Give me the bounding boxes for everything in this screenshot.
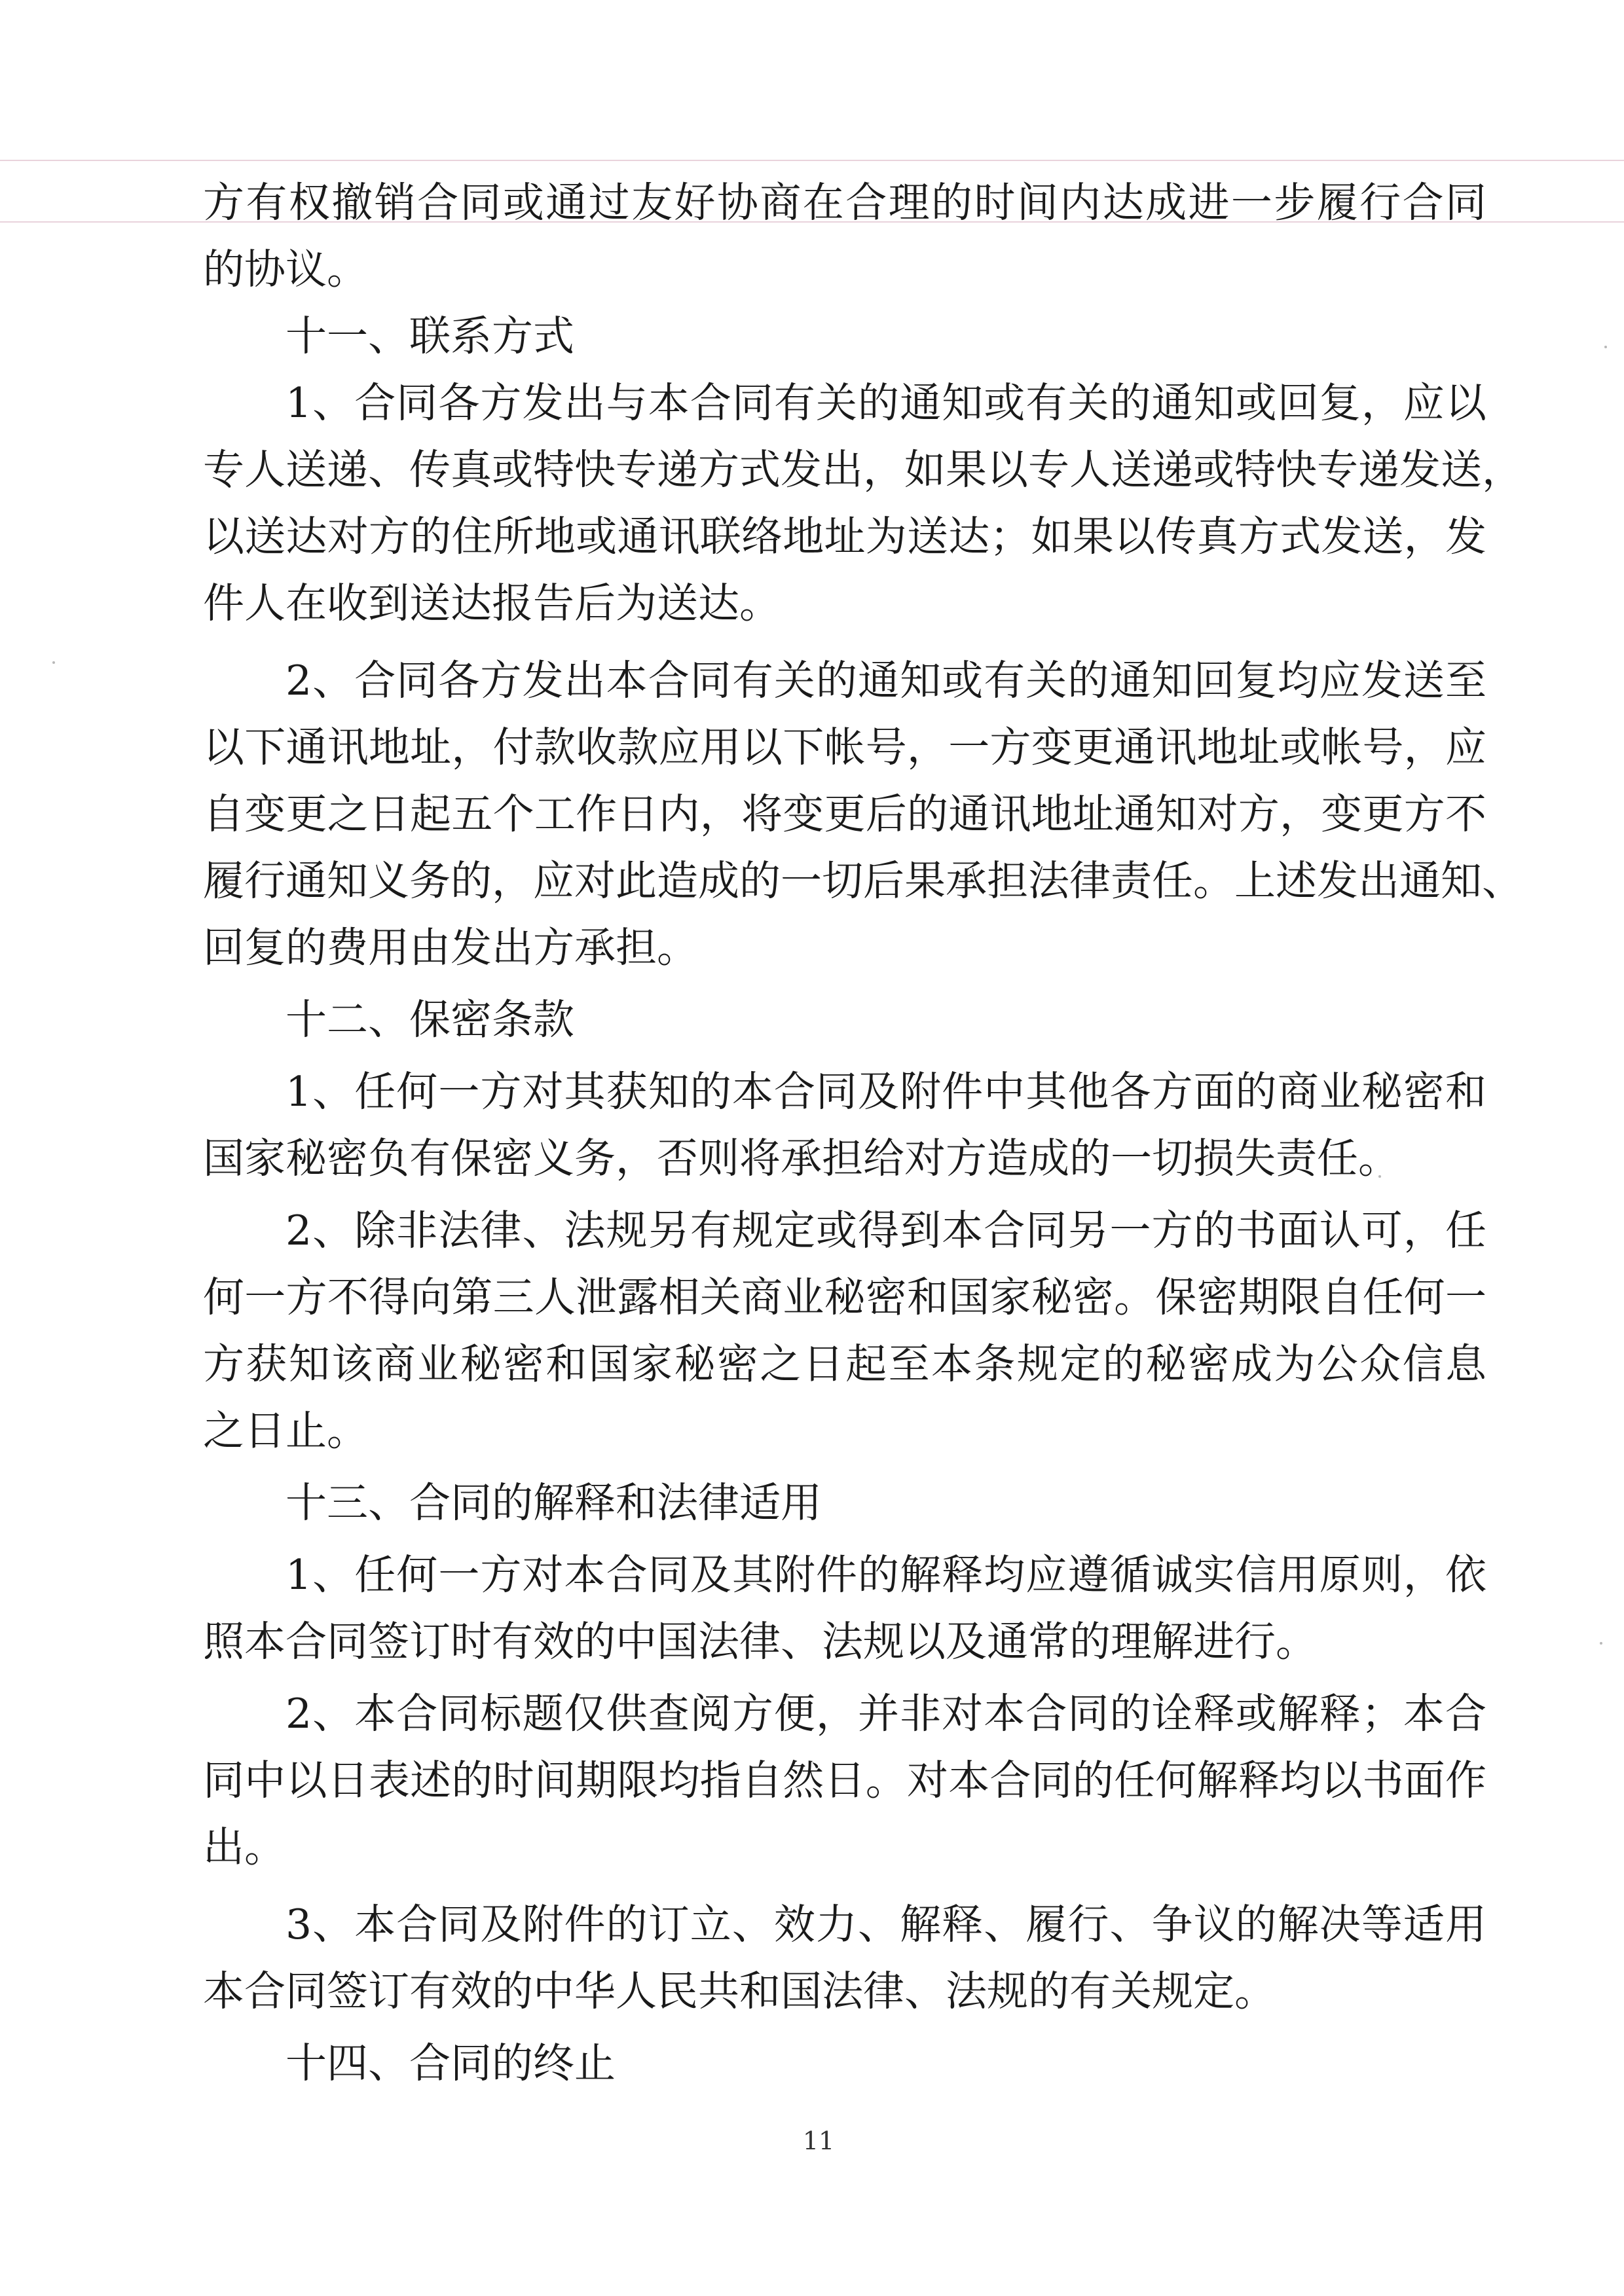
paragraph-line: 的协议。 <box>203 246 368 293</box>
paragraph-line: 以下通讯地址，付款收款应用以下帐号，一方变更通讯地址或帐号，应 <box>203 723 1486 771</box>
paragraph-line: 照本合同签订时有效的中国法律、法规以及通常的理解进行。 <box>203 1618 1317 1666</box>
paragraph-line: 方获知该商业秘密和国家秘密之日起至本条规定的秘密成为公众信息 <box>203 1340 1486 1388</box>
paragraph-line: 何一方不得向第三人泄露相关商业秘密和国家秘密。保密期限自任何一 <box>203 1273 1486 1321</box>
paragraph-line: 件人在收到送达报告后为送达。 <box>203 579 781 627</box>
paragraph-line: 出。 <box>203 1823 286 1871</box>
section-heading: 十四、合同的终止 <box>286 2039 616 2087</box>
paragraph-line: 自变更之日起五个工作日内，将变更后的通讯地址通知对方，变更方不 <box>203 790 1486 838</box>
paragraph-line: 1、合同各方发出与本合同有关的通知或有关的通知或回复，应以 <box>286 379 1486 427</box>
section-heading: 十一、联系方式 <box>286 312 574 360</box>
scan-speck <box>52 661 55 664</box>
paragraph-line: 本合同签订有效的中华人民共和国法律、法规的有关规定。 <box>203 1967 1276 2015</box>
paragraph-line: 方有权撤销合同或通过友好协商在合理的时间内达成进一步履行合同 <box>203 179 1486 227</box>
page-number: 11 <box>802 2126 835 2155</box>
paragraph-line: 国家秘密负有保密义务，否则将承担给对方造成的一切损失责任。 <box>203 1135 1399 1182</box>
paragraph-line: 以送达对方的住所地或通讯联络地址为送达；如果以传真方式发送，发 <box>203 513 1486 560</box>
paragraph-line: 1、任何一方对本合同及其附件的解释均应遵循诚实信用原则，依 <box>286 1551 1486 1599</box>
scan-speck <box>1600 1642 1602 1645</box>
paragraph-line: 之日止。 <box>203 1407 368 1455</box>
paragraph-line: 1、任何一方对其获知的本合同及附件中其他各方面的商业秘密和 <box>286 1068 1486 1116</box>
paragraph-line: 2、合同各方发出本合同有关的通知或有关的通知回复均应发送至 <box>286 657 1486 704</box>
paragraph-line: 回复的费用由发出方承担。 <box>203 924 698 972</box>
paragraph-line: 同中以日表述的时间期限均指自然日。对本合同的任何解释均以书面作 <box>203 1757 1486 1804</box>
paragraph-line: 专人送递、传真或特快专递方式发出，如果以专人送递或特快专递发送， <box>203 446 1523 494</box>
section-heading: 十三、合同的解释和法律适用 <box>286 1479 822 1527</box>
paragraph-line: 2、除非法律、法规另有规定或得到本合同另一方的书面认可，任 <box>286 1207 1486 1254</box>
paragraph-line: 2、本合同标题仅供查阅方便，并非对本合同的诠释或解释；本合 <box>286 1690 1486 1738</box>
section-heading: 十二、保密条款 <box>286 996 574 1044</box>
scan-speck <box>1604 346 1607 348</box>
scan-artifact-line-top <box>0 160 1624 161</box>
paragraph-line: 履行通知义务的，应对此造成的一切后果承担法律责任。上述发出通知、 <box>203 857 1523 905</box>
paragraph-line: 3、本合同及附件的订立、效力、解释、履行、争议的解决等适用 <box>286 1901 1486 1948</box>
